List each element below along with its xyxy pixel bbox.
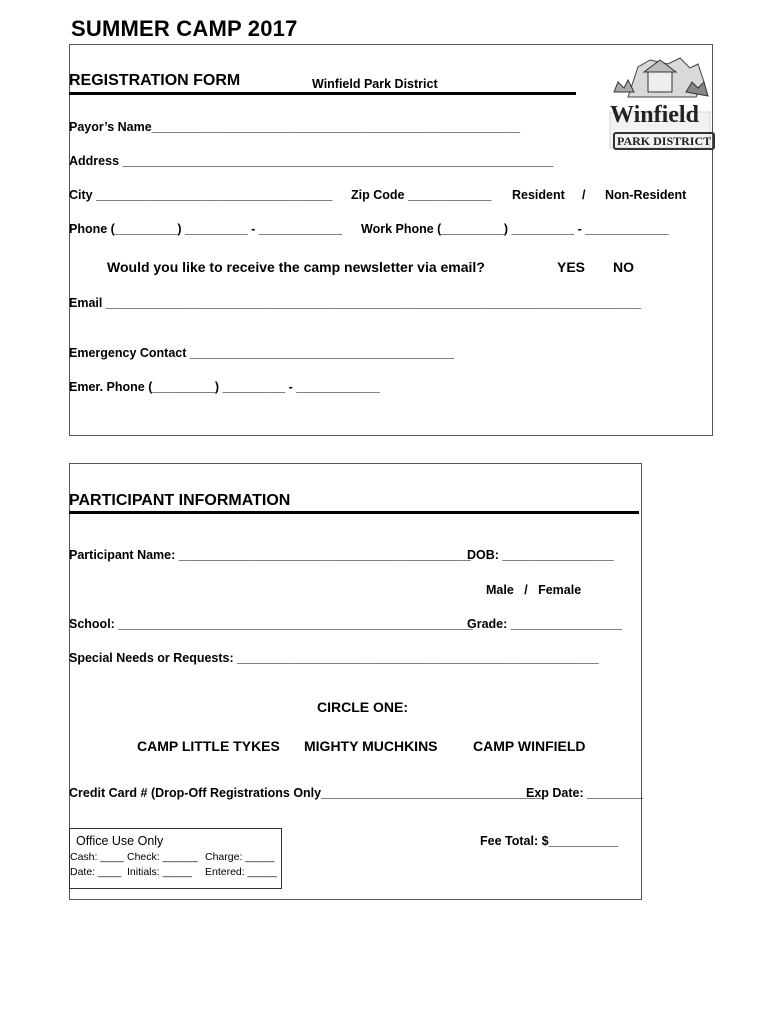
participant-name-field[interactable]: Participant Name: __________________________________________ (69, 548, 471, 562)
camp-option-mighty-muchkins[interactable]: MIGHTY MUCHKINS (304, 738, 438, 754)
office-cash-field[interactable]: Cash: ____ (70, 851, 124, 863)
emergency-contact-field[interactable]: Emergency Contact ______________________________________ (69, 346, 455, 360)
logo-subtitle: PARK DISTRICT (613, 132, 715, 150)
registration-heading: REGISTRATION FORM (69, 72, 241, 89)
resident-option[interactable]: Resident (512, 188, 565, 202)
school-field[interactable]: School: ___________________________________________________ (69, 617, 473, 631)
logo-wordmark: Winfield (610, 102, 699, 128)
participant-heading: PARTICIPANT INFORMATION (69, 492, 291, 509)
phone-field[interactable]: Phone (_________) _________ - ____________ (69, 222, 343, 236)
payor-name-field[interactable]: Payor’s Name_____________________________________________________ (69, 120, 521, 134)
park-district-logo (608, 52, 712, 150)
newsletter-no[interactable]: NO (613, 259, 634, 275)
special-needs-field[interactable]: Special Needs or Requests: ____________________________________________________ (69, 651, 599, 665)
camp-option-little-tykes[interactable]: CAMP LITTLE TYKES (137, 738, 280, 754)
office-use-heading: Office Use Only (76, 834, 164, 848)
dob-field[interactable]: DOB: ________________ (467, 548, 614, 562)
house-shape (648, 70, 672, 92)
camp-option-camp-winfield[interactable]: CAMP WINFIELD (473, 738, 586, 754)
city-field[interactable]: City __________________________________ (69, 188, 333, 202)
newsletter-yes[interactable]: YES (557, 259, 586, 275)
non-resident-option[interactable]: Non-Resident (605, 188, 687, 202)
district-label: Winfield Park District (312, 77, 438, 91)
circle-one-label: CIRCLE ONE: (317, 699, 408, 715)
email-field[interactable]: Email _____________________________________________________________________________ (69, 296, 642, 310)
work-phone-field[interactable]: Work Phone (_________) _________ - ____________ (361, 222, 669, 236)
newsletter-question: Would you like to receive the camp newsletter via email? (107, 259, 485, 275)
credit-card-field[interactable]: Credit Card # (Drop-Off Registrations Only________________________________ (69, 786, 544, 800)
office-check-field[interactable]: Check: ______ (127, 851, 198, 863)
exp-date-field[interactable]: Exp Date: ________ (526, 786, 643, 800)
resident-separator: / (582, 188, 586, 202)
leaf-left (614, 80, 634, 92)
office-date-field[interactable]: Date: ____ (70, 866, 122, 878)
office-entered-field[interactable]: Entered: _____ (205, 866, 277, 878)
fee-total-field[interactable]: Fee Total: $__________ (480, 834, 619, 848)
grade-field[interactable]: Grade: ________________ (467, 617, 622, 631)
emergency-phone-field[interactable]: Emer. Phone (_________) _________ - ____________ (69, 380, 380, 394)
office-initials-field[interactable]: Initials: _____ (127, 866, 192, 878)
page-title: SUMMER CAMP 2017 (71, 16, 298, 41)
address-field[interactable]: Address ______________________________________________________________ (69, 154, 554, 168)
participant-rule (69, 511, 639, 514)
gender-options[interactable]: Male / Female (486, 583, 582, 597)
heading-rule (69, 92, 576, 95)
office-charge-field[interactable]: Charge: _____ (205, 851, 275, 863)
zip-field[interactable]: Zip Code ____________ (351, 188, 492, 202)
